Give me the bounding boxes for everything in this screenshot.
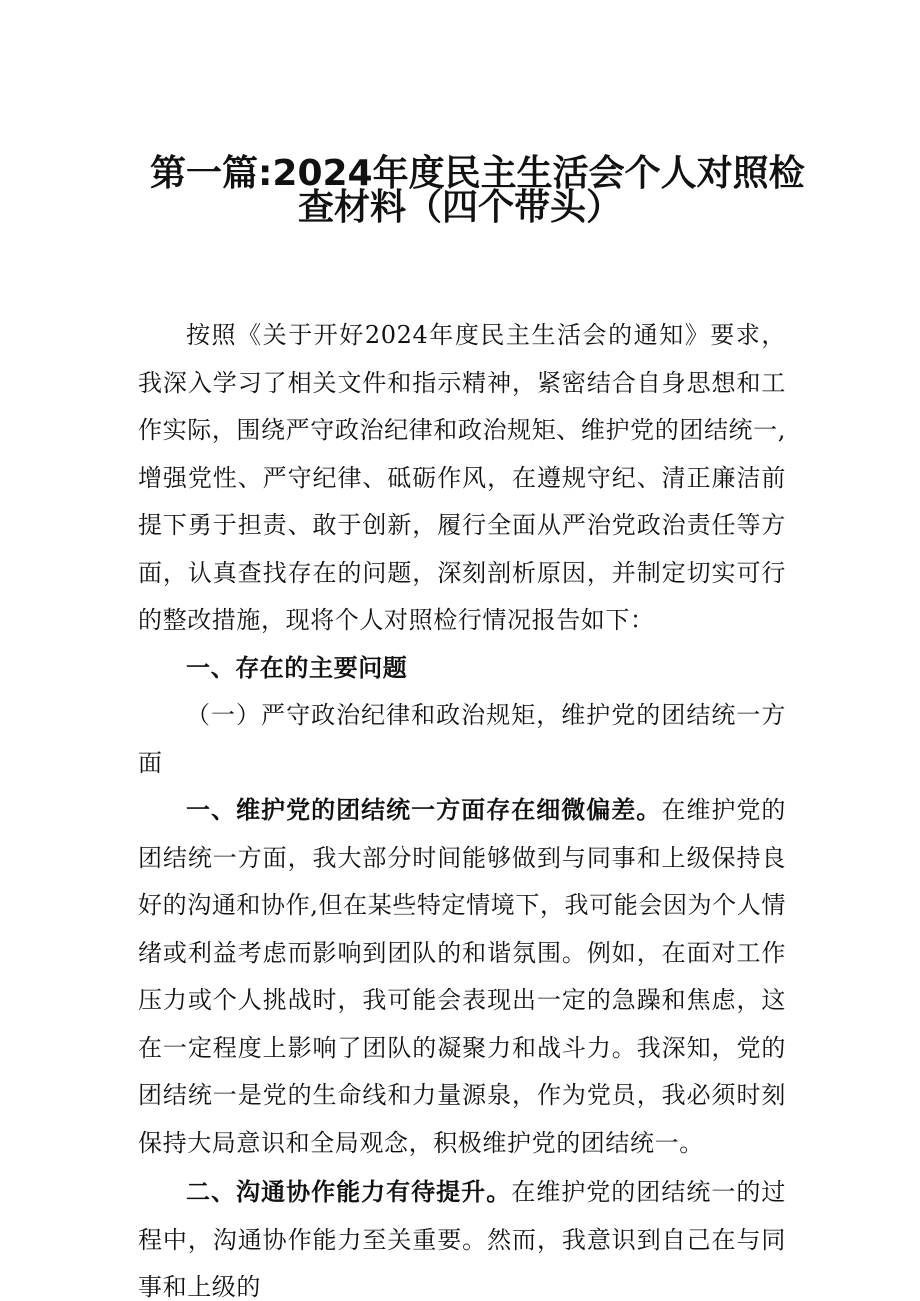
item-1-lead: 一、维护党的团结统一方面存在细微偏差。 <box>186 796 662 824</box>
item-1-paragraph <box>138 787 786 1167</box>
section-heading-main-problems: 一、存在的主要问题 <box>186 653 408 682</box>
subsection-heading-political-discipline: （一）严守政治纪律和政治规矩，维护党的团结统一方面 <box>138 701 786 777</box>
item-2-paragraph <box>138 1169 786 1301</box>
item-2-body: 在维护党的团结统一的过程中，沟通协作能力至关重要。然而，我意识到自己在与同事和上级的 <box>138 1178 786 1301</box>
intro-paragraph: 按照《关于开好2024年度民主生活会的通知》要求，我深入学习了相关文件和指示精神，紧密结合自身思想和工作实际，围绕严守政治纪律和政治规矩、维护党的团结统一,增强党性、严守纪律、砥砺作风，在遵规守纪、清正廉洁前提下勇于担责、敢于创新，履行全面从严治党政治责任等方面，认真查找存在的问题，深刻剖析原因，并制定切实可行的整改措施，现将个人对照检行情况报告如下： <box>138 321 786 634</box>
document-body <box>138 312 786 1301</box>
item-1-body: 在维护党的团结统一方面，我大部分时间能够做到与同事和上级保持良好的沟通和协作,但在某些特定情境下，我可能会因为个人情绪或利益考虑而影响到团队的和谐氛围。例如，在面对工作压力或个人挑战时，我可能会表现出一定的急躁和焦虑，这在一定程度上影响了团队的凝聚力和战斗力。我深知，党的团结统一是党的生命线和力量源泉，作为党员，我必须时刻保持大局意识和全局观念，积极维护党的团结统一。 <box>138 796 786 1157</box>
document-title-line-2: 查材料（四个带头） <box>297 187 622 228</box>
document-title-line-1: 第一篇:2024年度民主生活会个人对照检 <box>150 153 805 194</box>
item-2-lead: 二、沟通协作能力有待提升。 <box>186 1178 512 1206</box>
